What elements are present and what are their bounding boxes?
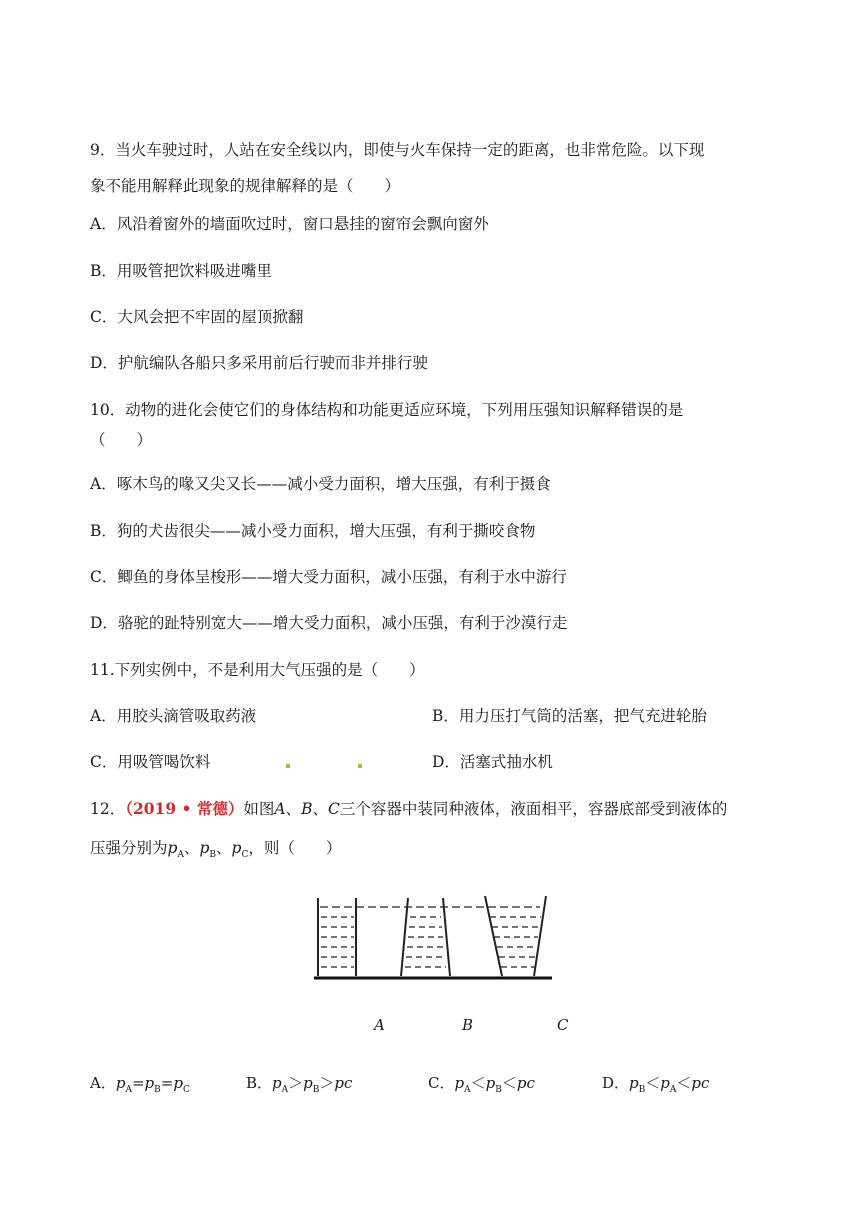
- q10-option-d: D．骆驼的趾特别宽大——增大受力面积，减小压强，有利于沙漠行走: [90, 614, 568, 632]
- q12-sub: A: [281, 1085, 289, 1095]
- q12-p: p: [144, 1074, 155, 1092]
- q9-option-d: D．护航编队各船只多采用前后行驶而非并排行驶: [90, 354, 428, 372]
- q12-p: p: [303, 1074, 313, 1092]
- q10-option-b: B．狗的犬齿很尖——减小受力面积，增大压强，有利于撕咬食物: [90, 522, 536, 540]
- q12-sub: C: [182, 1085, 190, 1095]
- q12-p: p: [167, 839, 178, 857]
- containers-figure: [300, 890, 560, 985]
- container-c: [485, 896, 546, 976]
- q12-sub: B: [209, 850, 217, 861]
- q12-var-b: B: [301, 800, 313, 818]
- q12-option-c: [428, 1072, 535, 1095]
- q12-sub: B: [495, 1085, 502, 1095]
- q12-p: p: [173, 1074, 183, 1092]
- q10-option-c: C．鲫鱼的身体呈梭形——增大受力面积，减小压强，有利于水中游行: [90, 568, 567, 586]
- q12-op: ＜: [676, 1074, 692, 1092]
- q12-p: p: [660, 1074, 670, 1092]
- q12-sub: B: [638, 1085, 646, 1095]
- q12-stem-text: 如图: [243, 800, 275, 818]
- q12-option-a: [90, 1072, 190, 1095]
- option-letter: C．: [428, 1074, 455, 1092]
- q12-p: p: [485, 1074, 496, 1092]
- q12-op: ＞: [288, 1074, 304, 1092]
- figure-label-c: C: [557, 1016, 569, 1034]
- q12-stem-text: 压强分别为: [90, 839, 168, 857]
- q12-option-d: [602, 1072, 709, 1095]
- q12-sub: A: [177, 850, 184, 861]
- q12-stem-text: ，则（ ）: [248, 839, 342, 857]
- q11-option-d: D．活塞式抽水机: [432, 753, 553, 771]
- q12-option-b: [246, 1072, 352, 1095]
- q12-op: =: [131, 1074, 145, 1092]
- q10-option-a: A．啄木鸟的喙又尖又长——减小受力面积，增大压强，有利于摄食: [90, 475, 551, 493]
- stray-mark: [358, 764, 362, 768]
- q12-p: p: [629, 1074, 639, 1092]
- q11-option-b: B．用力压打气筒的活塞，把气充进轮胎: [432, 707, 707, 725]
- q12-stem-line2: [90, 838, 341, 865]
- q12-op: ＜: [470, 1074, 486, 1092]
- q12-p: p: [272, 1074, 282, 1092]
- q9-option-b: B．用吸管把饮料吸进嘴里: [90, 262, 272, 280]
- q12-number: 12．: [90, 800, 126, 818]
- q12-p: p: [231, 839, 242, 857]
- q12-stem-text: 三个容器中装同种液体，液面相平，容器底部受到液体的: [339, 800, 728, 818]
- q12-sub: B: [312, 1085, 320, 1095]
- q12-pc: pc: [516, 1074, 535, 1092]
- q12-sub: B: [154, 1085, 161, 1095]
- q12-p: p: [115, 1074, 126, 1092]
- stray-mark: [286, 764, 290, 768]
- q9-stem-line1: 9．当火车驶过时，人站在安全线以内，即使与火车保持一定的距离，也非常危险。以下现: [90, 141, 705, 159]
- q10-stem-line2: （ ）: [90, 431, 153, 449]
- q12-sub: A: [464, 1085, 471, 1095]
- q12-var-c: C: [327, 800, 340, 818]
- q12-sep: 、: [312, 800, 328, 818]
- q12-source: （2019 • 常德）: [125, 799, 244, 818]
- container-b: [401, 898, 450, 976]
- q12-p: p: [199, 839, 210, 857]
- q9-option-c: C．大风会把不牢固的屋顶掀翻: [90, 308, 304, 326]
- q10-stem-line1: 10．动物的进化会使它们的身体结构和功能更适应环境，下列用压强知识解释错误的是: [90, 401, 684, 419]
- q11-option-a: A．用胶头滴管吸取药液: [90, 707, 257, 725]
- q12-op: =: [160, 1074, 174, 1092]
- figure-label-a: A: [374, 1016, 385, 1034]
- q12-stem-line1: [90, 799, 727, 819]
- q12-pc: pc: [334, 1074, 353, 1092]
- option-letter: D．: [602, 1074, 630, 1092]
- q12-sub: A: [669, 1085, 677, 1095]
- option-letter: A．: [90, 1074, 116, 1092]
- figure-label-b: B: [462, 1016, 474, 1034]
- q12-sub: C: [241, 850, 249, 861]
- container-a: [318, 898, 356, 976]
- q9-stem-line2: 象不能用解释此现象的规律解释的是（ ）: [90, 177, 401, 195]
- q12-op: ＜: [501, 1074, 517, 1092]
- q12-op: ＞: [319, 1074, 335, 1092]
- option-letter: B．: [246, 1074, 273, 1092]
- q12-var-a: A: [274, 800, 286, 818]
- q12-sub: A: [125, 1085, 132, 1095]
- q12-pc: pc: [691, 1074, 710, 1092]
- q11-option-c: C．用吸管喝饮料: [90, 753, 211, 771]
- q12-sep: 、: [216, 839, 232, 857]
- q12-sep: 、: [285, 800, 302, 818]
- q12-p: p: [454, 1074, 465, 1092]
- q9-option-a: A．风沿着窗外的墙面吹过时，窗口悬挂的窗帘会飘向窗外: [90, 215, 489, 233]
- q12-op: ＜: [645, 1074, 661, 1092]
- q11-stem: 11.下列实例中，不是利用大气压强的是（ ）: [90, 661, 425, 679]
- q12-sep: 、: [183, 839, 200, 857]
